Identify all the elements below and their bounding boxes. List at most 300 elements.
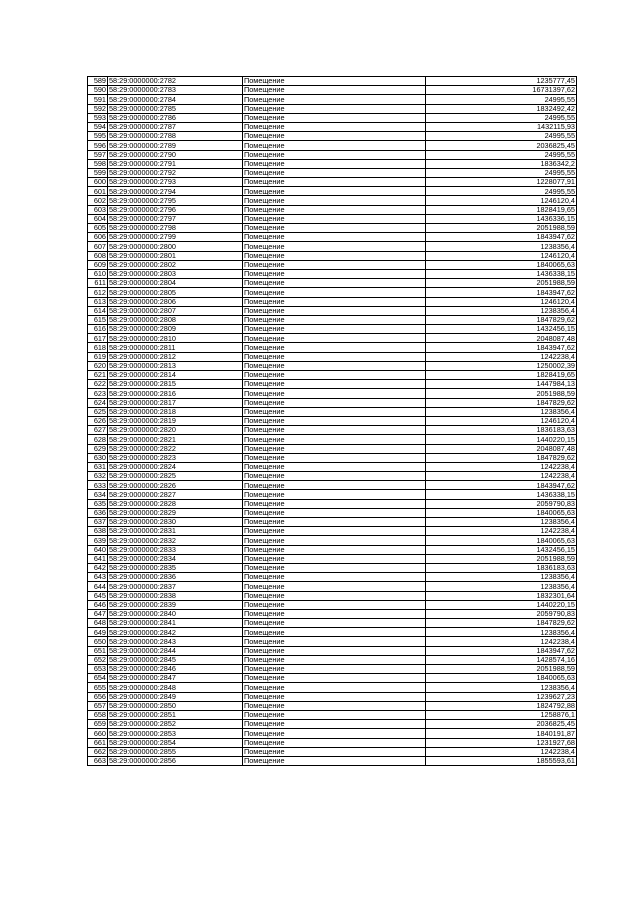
row-number: 593 [88,113,108,122]
row-number: 629 [88,444,108,453]
object-type: Помещение [243,214,426,223]
cadastral-value: 16731397,62 [426,86,577,95]
cadastral-value: 1836183,63 [426,426,577,435]
cadastral-number: 58:29:0000000:2832 [108,536,243,545]
row-number: 630 [88,453,108,462]
cadastral-value: 1840065,63 [426,508,577,517]
table-row [88,499,577,508]
cadastral-value: 1840065,63 [426,674,577,683]
cadastral-number: 58:29:0000000:2852 [108,720,243,729]
object-type: Помещение [243,187,426,196]
object-type: Помещение [243,224,426,233]
cadastral-number: 58:29:0000000:2801 [108,251,243,260]
object-type: Помещение [243,628,426,637]
table-row [88,251,577,260]
row-number: 590 [88,86,108,95]
object-type: Помещение [243,499,426,508]
cadastral-number: 58:29:0000000:2811 [108,343,243,352]
table-row [88,297,577,306]
cadastral-number: 58:29:0000000:2792 [108,168,243,177]
row-number: 656 [88,692,108,701]
cadastral-value: 24995,55 [426,132,577,141]
cadastral-value: 1840065,63 [426,260,577,269]
row-number: 606 [88,233,108,242]
object-type: Помещение [243,674,426,683]
cadastral-value: 2059790,83 [426,609,577,618]
table-row [88,361,577,370]
row-number: 640 [88,545,108,554]
row-number: 594 [88,122,108,131]
table-row [88,407,577,416]
cadastral-value: 1840191,87 [426,729,577,738]
object-type: Помещение [243,288,426,297]
row-number: 623 [88,389,108,398]
row-number: 650 [88,637,108,646]
table-row [88,352,577,361]
table-row [88,233,577,242]
object-type: Помещение [243,315,426,324]
table-row [88,150,577,159]
object-type: Помещение [243,380,426,389]
table-row [88,563,577,572]
cadastral-number: 58:29:0000000:2798 [108,224,243,233]
cadastral-value: 1246120,4 [426,416,577,425]
row-number: 591 [88,95,108,104]
cadastral-value: 1235777,45 [426,77,577,86]
table-row [88,637,577,646]
table-row [88,435,577,444]
row-number: 658 [88,710,108,719]
row-number: 661 [88,738,108,747]
row-number: 620 [88,361,108,370]
table-row [88,462,577,471]
table-row [88,710,577,719]
row-number: 654 [88,674,108,683]
row-number: 626 [88,416,108,425]
row-number: 643 [88,573,108,582]
cadastral-value: 2051988,59 [426,665,577,674]
table-row [88,619,577,628]
object-type: Помещение [243,710,426,719]
cadastral-number: 58:29:0000000:2814 [108,371,243,380]
table-row [88,756,577,765]
row-number: 599 [88,168,108,177]
cadastral-number: 58:29:0000000:2810 [108,334,243,343]
cadastral-number: 58:29:0000000:2829 [108,508,243,517]
row-number: 635 [88,499,108,508]
table-row [88,518,577,527]
cadastral-number: 58:29:0000000:2796 [108,205,243,214]
cadastral-number: 58:29:0000000:2812 [108,352,243,361]
cadastral-value: 1436336,15 [426,214,577,223]
table-row [88,444,577,453]
row-number: 631 [88,462,108,471]
cadastral-value: 2051988,59 [426,279,577,288]
object-type: Помещение [243,398,426,407]
row-number: 624 [88,398,108,407]
row-number: 659 [88,720,108,729]
cadastral-value: 1242238,4 [426,352,577,361]
cadastral-value: 1258876,1 [426,710,577,719]
cadastral-value: 24995,55 [426,95,577,104]
row-number: 618 [88,343,108,352]
row-number: 644 [88,582,108,591]
cadastral-value: 1428574,16 [426,655,577,664]
cadastral-number: 58:29:0000000:2795 [108,196,243,205]
object-type: Помещение [243,720,426,729]
cadastral-value: 1242238,4 [426,527,577,536]
row-number: 617 [88,334,108,343]
cadastral-value: 1843947,62 [426,343,577,352]
object-type: Помещение [243,150,426,159]
cadastral-number: 58:29:0000000:2842 [108,628,243,637]
row-number: 652 [88,655,108,664]
object-type: Помещение [243,196,426,205]
cadastral-value: 1246120,4 [426,251,577,260]
object-type: Помещение [243,371,426,380]
cadastral-value: 1828419,65 [426,205,577,214]
cadastral-table [87,76,577,766]
table-row [88,692,577,701]
object-type: Помещение [243,747,426,756]
row-number: 592 [88,104,108,113]
row-number: 663 [88,756,108,765]
cadastral-value: 1836183,63 [426,563,577,572]
cadastral-number: 58:29:0000000:2831 [108,527,243,536]
cadastral-number: 58:29:0000000:2854 [108,738,243,747]
cadastral-number: 58:29:0000000:2790 [108,150,243,159]
row-number: 647 [88,609,108,618]
row-number: 638 [88,527,108,536]
row-number: 621 [88,371,108,380]
cadastral-value: 1436338,15 [426,490,577,499]
table-row [88,141,577,150]
row-number: 622 [88,380,108,389]
cadastral-number: 58:29:0000000:2788 [108,132,243,141]
row-number: 655 [88,683,108,692]
table-row [88,343,577,352]
object-type: Помещение [243,269,426,278]
cadastral-value: 1847829,62 [426,453,577,462]
table-row [88,490,577,499]
cadastral-number: 58:29:0000000:2838 [108,591,243,600]
cadastral-value: 1246120,4 [426,196,577,205]
cadastral-value: 1436338,15 [426,269,577,278]
table-row [88,481,577,490]
cadastral-value: 1847829,62 [426,619,577,628]
row-number: 609 [88,260,108,269]
cadastral-number: 58:29:0000000:2789 [108,141,243,150]
object-type: Помещение [243,407,426,416]
cadastral-value: 1832301,64 [426,591,577,600]
cadastral-number: 58:29:0000000:2815 [108,380,243,389]
cadastral-value: 1238356,4 [426,582,577,591]
cadastral-value: 1836342,2 [426,159,577,168]
row-number: 645 [88,591,108,600]
table-row [88,536,577,545]
table-row [88,747,577,756]
row-number: 608 [88,251,108,260]
object-type: Помещение [243,655,426,664]
table-body [88,77,577,766]
row-number: 603 [88,205,108,214]
object-type: Помещение [243,490,426,499]
object-type: Помещение [243,462,426,471]
cadastral-number: 58:29:0000000:2847 [108,674,243,683]
cadastral-number: 58:29:0000000:2825 [108,472,243,481]
cadastral-value: 2048087,48 [426,444,577,453]
table-row [88,398,577,407]
cadastral-number: 58:29:0000000:2822 [108,444,243,453]
table-row [88,720,577,729]
cadastral-number: 58:29:0000000:2851 [108,710,243,719]
cadastral-value: 2036825,45 [426,141,577,150]
object-type: Помещение [243,444,426,453]
table-row [88,187,577,196]
cadastral-number: 58:29:0000000:2806 [108,297,243,306]
cadastral-value: 24995,55 [426,168,577,177]
cadastral-value: 1246120,4 [426,297,577,306]
table-row [88,628,577,637]
row-number: 612 [88,288,108,297]
row-number: 616 [88,325,108,334]
object-type: Помещение [243,729,426,738]
cadastral-value: 1440220,15 [426,600,577,609]
table-row [88,214,577,223]
cadastral-number: 58:29:0000000:2805 [108,288,243,297]
cadastral-number: 58:29:0000000:2824 [108,462,243,471]
row-number: 611 [88,279,108,288]
cadastral-value: 1228077,91 [426,178,577,187]
cadastral-number: 58:29:0000000:2793 [108,178,243,187]
table-row [88,178,577,187]
row-number: 602 [88,196,108,205]
cadastral-value: 2048087,48 [426,334,577,343]
object-type: Помещение [243,481,426,490]
cadastral-number: 58:29:0000000:2856 [108,756,243,765]
cadastral-value: 2059790,83 [426,499,577,508]
cadastral-number: 58:29:0000000:2794 [108,187,243,196]
cadastral-value: 1238356,4 [426,407,577,416]
row-number: 657 [88,701,108,710]
cadastral-number: 58:29:0000000:2834 [108,554,243,563]
object-type: Помещение [243,279,426,288]
cadastral-number: 58:29:0000000:2837 [108,582,243,591]
object-type: Помещение [243,361,426,370]
object-type: Помещение [243,472,426,481]
cadastral-value: 1855593,61 [426,756,577,765]
cadastral-number: 58:29:0000000:2791 [108,159,243,168]
cadastral-value: 2051988,59 [426,224,577,233]
row-number: 648 [88,619,108,628]
table-row [88,205,577,214]
table-row [88,389,577,398]
object-type: Помещение [243,86,426,95]
table-row [88,196,577,205]
cadastral-value: 1238356,4 [426,628,577,637]
cadastral-number: 58:29:0000000:2839 [108,600,243,609]
table-row [88,77,577,86]
object-type: Помещение [243,646,426,655]
cadastral-value: 1242238,4 [426,637,577,646]
object-type: Помещение [243,527,426,536]
table-row [88,380,577,389]
cadastral-number: 58:29:0000000:2823 [108,453,243,462]
cadastral-number: 58:29:0000000:2830 [108,518,243,527]
cadastral-number: 58:29:0000000:2813 [108,361,243,370]
object-type: Помещение [243,77,426,86]
object-type: Помещение [243,619,426,628]
table-row [88,279,577,288]
object-type: Помещение [243,600,426,609]
object-type: Помещение [243,426,426,435]
object-type: Помещение [243,168,426,177]
cadastral-value: 1238356,4 [426,573,577,582]
cadastral-number: 58:29:0000000:2797 [108,214,243,223]
table-row [88,573,577,582]
row-number: 605 [88,224,108,233]
row-number: 649 [88,628,108,637]
table-row [88,132,577,141]
object-type: Помещение [243,297,426,306]
table-row [88,168,577,177]
object-type: Помещение [243,113,426,122]
cadastral-number: 58:29:0000000:2785 [108,104,243,113]
cadastral-value: 1447984,13 [426,380,577,389]
object-type: Помещение [243,242,426,251]
row-number: 614 [88,306,108,315]
object-type: Помещение [243,453,426,462]
cadastral-value: 1840065,63 [426,536,577,545]
row-number: 662 [88,747,108,756]
cadastral-value: 1824792,88 [426,701,577,710]
object-type: Помещение [243,122,426,131]
cadastral-value: 2051988,59 [426,389,577,398]
cadastral-number: 58:29:0000000:2783 [108,86,243,95]
cadastral-number: 58:29:0000000:2828 [108,499,243,508]
cadastral-number: 58:29:0000000:2845 [108,655,243,664]
object-type: Помещение [243,518,426,527]
row-number: 627 [88,426,108,435]
object-type: Помещение [243,536,426,545]
object-type: Помещение [243,563,426,572]
row-number: 642 [88,563,108,572]
table-row [88,600,577,609]
cadastral-number: 58:29:0000000:2809 [108,325,243,334]
object-type: Помещение [243,343,426,352]
object-type: Помещение [243,306,426,315]
cadastral-value: 1238356,4 [426,683,577,692]
table-row [88,674,577,683]
cadastral-value: 24995,55 [426,187,577,196]
row-number: 636 [88,508,108,517]
table-row [88,609,577,618]
table-row [88,665,577,674]
object-type: Помещение [243,692,426,701]
object-type: Помещение [243,334,426,343]
cadastral-number: 58:29:0000000:2820 [108,426,243,435]
cadastral-value: 1231927,68 [426,738,577,747]
table-row [88,159,577,168]
row-number: 625 [88,407,108,416]
cadastral-number: 58:29:0000000:2800 [108,242,243,251]
cadastral-number: 58:29:0000000:2782 [108,77,243,86]
cadastral-value: 1242238,4 [426,472,577,481]
object-type: Помещение [243,554,426,563]
cadastral-number: 58:29:0000000:2799 [108,233,243,242]
row-number: 634 [88,490,108,499]
cadastral-value: 1843947,62 [426,288,577,297]
cadastral-number: 58:29:0000000:2784 [108,95,243,104]
object-type: Помещение [243,591,426,600]
cadastral-value: 1238356,4 [426,242,577,251]
cadastral-number: 58:29:0000000:2850 [108,701,243,710]
cadastral-value: 1847829,62 [426,398,577,407]
row-number: 601 [88,187,108,196]
object-type: Помещение [243,389,426,398]
table-row [88,122,577,131]
table-row [88,554,577,563]
row-number: 604 [88,214,108,223]
table-row [88,729,577,738]
object-type: Помещение [243,582,426,591]
cadastral-number: 58:29:0000000:2841 [108,619,243,628]
table-row [88,325,577,334]
cadastral-value: 1832492,42 [426,104,577,113]
table-row [88,545,577,554]
cadastral-number: 58:29:0000000:2817 [108,398,243,407]
cadastral-number: 58:29:0000000:2786 [108,113,243,122]
table-row [88,269,577,278]
row-number: 597 [88,150,108,159]
row-number: 610 [88,269,108,278]
table-row [88,315,577,324]
table-row [88,738,577,747]
object-type: Помещение [243,683,426,692]
object-type: Помещение [243,260,426,269]
table-row [88,591,577,600]
cadastral-value: 1239627,23 [426,692,577,701]
table-row [88,527,577,536]
cadastral-number: 58:29:0000000:2803 [108,269,243,278]
cadastral-value: 1828419,65 [426,371,577,380]
table-row [88,242,577,251]
table-row [88,86,577,95]
cadastral-number: 58:29:0000000:2826 [108,481,243,490]
row-number: 619 [88,352,108,361]
object-type: Помещение [243,609,426,618]
cadastral-value: 2051988,59 [426,554,577,563]
table-row [88,371,577,380]
cadastral-number: 58:29:0000000:2835 [108,563,243,572]
row-number: 600 [88,178,108,187]
object-type: Помещение [243,132,426,141]
row-number: 589 [88,77,108,86]
row-number: 632 [88,472,108,481]
table-row [88,260,577,269]
row-number: 596 [88,141,108,150]
table-row [88,472,577,481]
cadastral-value: 1440220,15 [426,435,577,444]
object-type: Помещение [243,416,426,425]
cadastral-value: 24995,55 [426,113,577,122]
cadastral-value: 1432456,15 [426,545,577,554]
cadastral-number: 58:29:0000000:2853 [108,729,243,738]
object-type: Помещение [243,435,426,444]
row-number: 653 [88,665,108,674]
cadastral-value: 1843947,62 [426,233,577,242]
table-row [88,426,577,435]
